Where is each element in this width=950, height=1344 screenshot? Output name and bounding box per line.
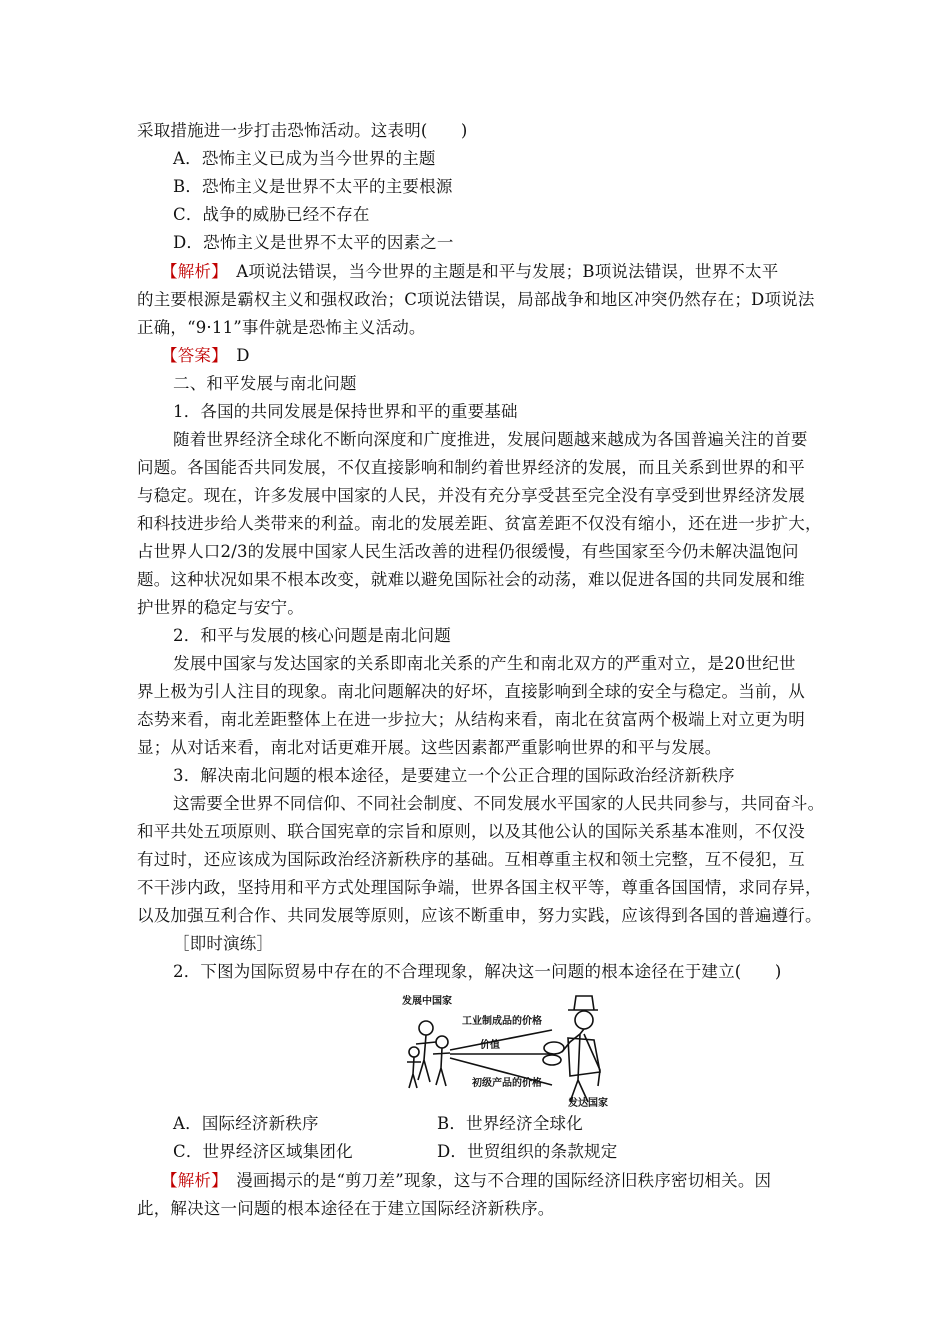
point-1-line-7: 护世界的稳定与安宁。 [137, 598, 304, 617]
practice-label: ［即时演练］ [173, 934, 274, 953]
q2-analysis-line-1: 【解析】 漫画揭示的是“剪刀差”现象，这与不合理的国际经济旧秩序密切相关。因 [161, 1171, 772, 1190]
q1-option-c: C．战争的威胁已经不存在 [173, 205, 370, 224]
analysis-tag: 【解析】 [161, 1171, 220, 1190]
point-2-line-4: 显；从对话来看，南北对话更难开展。这些因素都严重影响世界的和平与发展。 [137, 738, 722, 757]
point-1-line-6: 题。这种状况如果不根本改变，就难以避免国际社会的动荡，难以促进各国的共同发展和维 [137, 570, 805, 589]
q2-option-b: B．世界经济全球化 [437, 1114, 583, 1133]
point-1-line-2: 问题。各国能否共同发展，不仅直接影响和制约着世界经济的发展，而且关系到世界的和平 [137, 458, 805, 477]
answer-tag: 【答案】 [161, 346, 220, 365]
q2-options-row-2 [173, 1142, 618, 1162]
point-3-line-1: 这需要全世界不同信仰、不同社会制度、不同发展水平国家的人民共同参与，共同奋斗。 [173, 794, 825, 813]
q1-analysis-line-1: 【解析】 A项说法错误，当今世界的主题是和平与发展；B项说法错误，世界不太平 [161, 262, 779, 281]
point-1-line-5: 占世界人口2/3的发展中国家人民生活改善的进程仍很缓慢，有些国家至今仍未解决温饱问 [137, 542, 799, 561]
point-3-line-2: 和平共处五项原则、联合国宪章的宗旨和原则，以及其他公认的国际关系基本准则，不仅没 [137, 822, 805, 841]
q1-answer: 【答案】 D [161, 346, 250, 365]
point-2-line-2: 界上极为引人注目的现象。南北问题解决的好坏，直接影响到全球的安全与稳定。当前，从 [137, 682, 805, 701]
scissors-gap-cartoon [402, 990, 634, 1108]
q2-option-a: A．国际经济新秩序 [173, 1114, 319, 1133]
point-1-title: 1．各国的共同发展是保持世界和平的重要基础 [173, 402, 518, 421]
q1-option-b: B．恐怖主义是世界不太平的主要根源 [173, 177, 453, 196]
analysis-tag: 【解析】 [161, 262, 220, 281]
point-3-line-5: 以及加强互利合作、共同发展等原则，应该不断重申，努力实践，应该得到各国的普遍遵行。 [137, 906, 822, 925]
label-primary-price: 初级产品的价格 [472, 1078, 542, 1089]
q1-analysis-line-2: 的主要根源是霸权主义和强权政治；C项说法错误，局部战争和地区冲突仍然存在；D项说法 [137, 290, 815, 309]
q2-option-c: C．世界经济区域集团化 [173, 1142, 353, 1161]
label-developing-country: 发展中国家 [402, 996, 452, 1007]
point-2-title: 2．和平与发展的核心问题是南北问题 [173, 626, 451, 645]
q1-option-d: D．恐怖主义是世界不太平的因素之一 [173, 233, 454, 252]
point-3-title: 3．解决南北问题的根本途径，是要建立一个公正合理的国际政治经济新秩序 [173, 766, 735, 785]
point-1-line-4: 和科技进步给人类带来的利益。南北的发展差距、贫富差距不仅没有缩小，还在进一步扩大， [137, 514, 822, 533]
q2-option-d: D．世贸组织的条款规定 [437, 1142, 618, 1161]
point-1-line-1: 随着世界经济全球化不断向深度和广度推进，发展问题越来越成为各国普遍关注的首要 [173, 430, 808, 449]
label-manufactured-price: 工业制成品的价格 [462, 1016, 542, 1027]
q1-stem: 采取措施进一步打击恐怖活动。这表明( ) [137, 121, 468, 140]
q1-option-a: A．恐怖主义已成为当今世界的主题 [173, 149, 436, 168]
point-2-line-3: 态势来看，南北差距整体上在进一步拉大；从结构来看，南北在贫富两个极端上对立更为明 [137, 710, 805, 729]
point-3-line-4: 不干涉内政，坚持用和平方式处理国际争端，世界各国主权平等，尊重各国国情，求同存异， [137, 878, 822, 897]
point-1-line-3: 与稳定。现在，许多发展中国家的人民，并没有充分享受甚至完全没有享受到世界经济发展 [137, 486, 805, 505]
q1-analysis-line-3: 正确，“9·11”事件就是恐怖主义活动。 [137, 318, 426, 337]
point-3-line-3: 有过时，还应该成为国际政治经济新秩序的基础。互相尊重主权和领土完整，互不侵犯，互 [137, 850, 805, 869]
label-value: 价值 [480, 1040, 500, 1051]
q2-stem: 2．下图为国际贸易中存在的不合理现象，解决这一问题的根本途径在于建立( ) [173, 962, 782, 981]
q2-options-row-1 [173, 1114, 583, 1134]
section-title: 二、和平发展与南北问题 [173, 374, 357, 393]
point-2-line-1: 发展中国家与发达国家的关系即南北关系的产生和南北双方的严重对立，是20世纪世 [173, 654, 796, 673]
label-developed-country: 发达国家 [568, 1098, 608, 1108]
q2-analysis-line-2: 此，解决这一问题的根本途径在于建立国际经济新秩序。 [137, 1199, 555, 1218]
